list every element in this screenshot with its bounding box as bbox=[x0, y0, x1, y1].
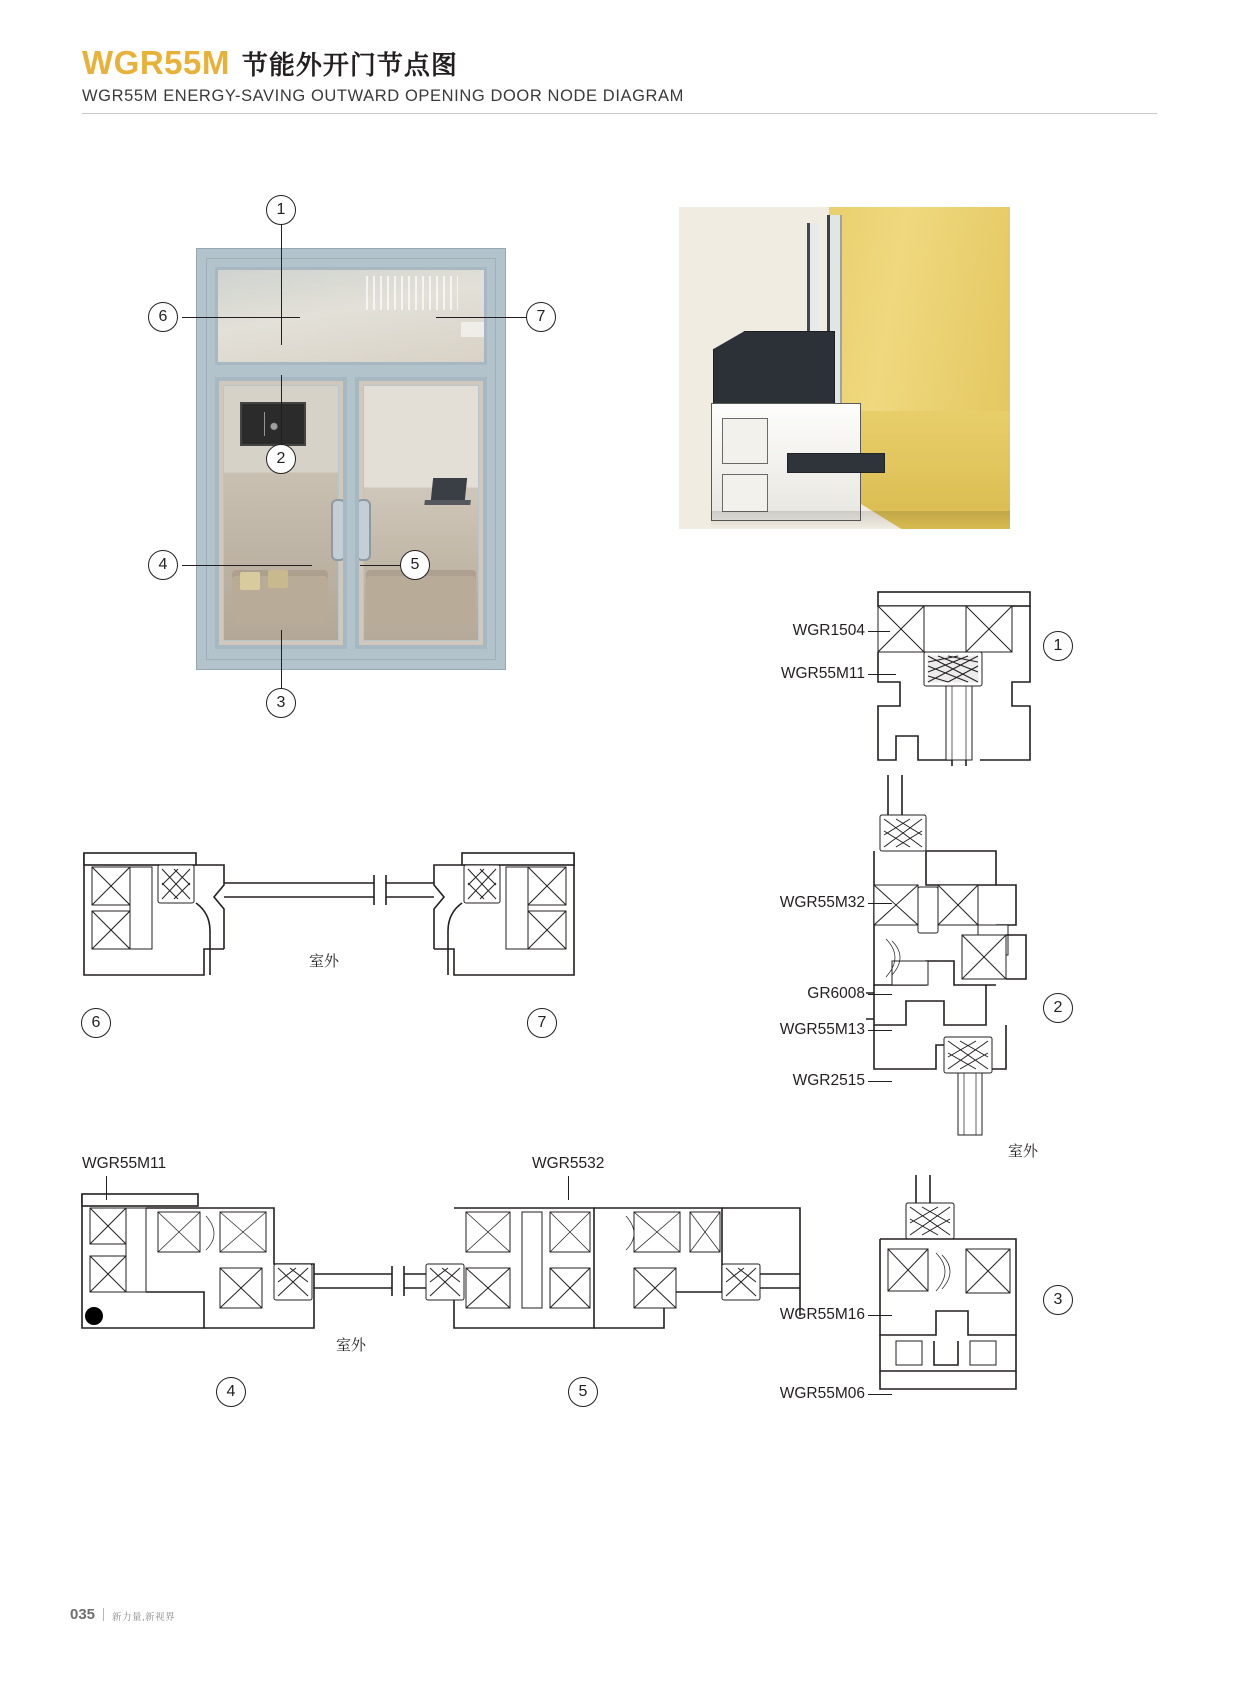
render-dark-profile bbox=[713, 331, 835, 407]
door-handle-left bbox=[331, 499, 346, 561]
callout-6-leader bbox=[182, 317, 300, 318]
ceiling-strip-decor bbox=[461, 322, 487, 337]
header-divider bbox=[82, 113, 1157, 114]
outdoor-label-node67: 室外 bbox=[309, 953, 340, 970]
cad-node-4-5 bbox=[74, 1186, 804, 1336]
callout-2-leader bbox=[281, 375, 282, 445]
window-pane-right bbox=[355, 377, 487, 649]
page-header bbox=[82, 44, 1157, 114]
laptop-decor bbox=[431, 478, 467, 500]
part-leader-wgr55m11-node4 bbox=[106, 1176, 107, 1200]
window-transom-pane bbox=[215, 267, 487, 365]
part-leader-wgr1504 bbox=[868, 631, 890, 632]
callout-7-leader bbox=[436, 317, 536, 318]
callout-6: 6 bbox=[148, 302, 178, 332]
page-title-cn: 节能外开门节点图 bbox=[241, 50, 458, 80]
part-label-wgr5532: WGR5532 bbox=[532, 1155, 605, 1172]
part-label-wgr55m11-node4: WGR55M11 bbox=[82, 1155, 167, 1172]
part-leader-wgr5532 bbox=[568, 1176, 569, 1200]
cad-node-2 bbox=[866, 775, 1086, 1135]
node-number-7: 7 bbox=[527, 1008, 557, 1038]
callout-2: 2 bbox=[266, 444, 296, 474]
part-leader-wgr55m16 bbox=[868, 1315, 892, 1316]
part-label-wgr1504: WGR1504 bbox=[792, 622, 865, 639]
callout-3-leader bbox=[281, 630, 282, 690]
room-scene-right bbox=[363, 385, 479, 641]
title-row bbox=[82, 44, 1157, 82]
outdoor-label-node2: 室外 bbox=[1008, 1143, 1039, 1160]
callout-1: 1 bbox=[266, 195, 296, 225]
callout-1-leader bbox=[281, 225, 282, 345]
outdoor-label-node45: 室外 bbox=[336, 1337, 367, 1354]
ceiling-lamp-decor bbox=[366, 276, 458, 310]
callout-4: 4 bbox=[148, 550, 178, 580]
part-leader-gr6008 bbox=[868, 994, 892, 995]
part-label-wgr55m11-node1: WGR55M11 bbox=[780, 665, 865, 682]
window-illustration bbox=[196, 248, 506, 670]
cushion-decor bbox=[268, 570, 288, 588]
page-number: 035 bbox=[70, 1606, 96, 1623]
part-leader-wgr55m13 bbox=[868, 1030, 892, 1031]
part-label-wgr55m13: WGR55M13 bbox=[779, 1021, 865, 1038]
window-panes bbox=[215, 377, 487, 649]
part-leader-wgr2515 bbox=[868, 1081, 892, 1082]
cushion-decor bbox=[240, 572, 260, 590]
node-number-5: 5 bbox=[568, 1377, 598, 1407]
part-label-gr6008: GR6008 bbox=[807, 985, 865, 1002]
part-label-wgr55m16: WGR55M16 bbox=[779, 1306, 865, 1323]
part-leader-wgr55m06 bbox=[868, 1394, 892, 1395]
page-subtitle-en: WGR55M ENERGY-SAVING OUTWARD OPENING DOOR NODE DIAGRAM bbox=[82, 87, 685, 105]
callout-5: 5 bbox=[400, 550, 430, 580]
door-handle-right bbox=[356, 499, 371, 561]
part-leader-wgr55m11-node1 bbox=[868, 674, 896, 675]
corner-3d-render bbox=[679, 207, 1010, 529]
node-number-3: 3 bbox=[1043, 1285, 1073, 1315]
tv-decor bbox=[240, 402, 306, 446]
callout-4-leader bbox=[182, 565, 312, 566]
node-number-1: 1 bbox=[1043, 631, 1073, 661]
node-number-6: 6 bbox=[81, 1008, 111, 1038]
render-bottom-bar bbox=[787, 453, 885, 473]
cad-node-1 bbox=[860, 586, 1070, 766]
page-title-model: WGR55M bbox=[82, 44, 230, 81]
callout-7: 7 bbox=[526, 302, 556, 332]
footer-divider bbox=[103, 1608, 104, 1621]
page-footer bbox=[70, 1606, 175, 1623]
part-label-wgr55m32: WGR55M32 bbox=[779, 894, 865, 911]
footer-tagline: 新力量,新视界 bbox=[112, 1612, 176, 1623]
callout-3: 3 bbox=[266, 688, 296, 718]
part-label-wgr55m06: WGR55M06 bbox=[779, 1385, 865, 1402]
part-leader-wgr55m32 bbox=[868, 903, 892, 904]
node-number-4: 4 bbox=[216, 1377, 246, 1407]
node-number-2: 2 bbox=[1043, 993, 1073, 1023]
part-label-wgr2515: WGR2515 bbox=[792, 1072, 865, 1089]
render-shadow bbox=[711, 511, 1010, 529]
